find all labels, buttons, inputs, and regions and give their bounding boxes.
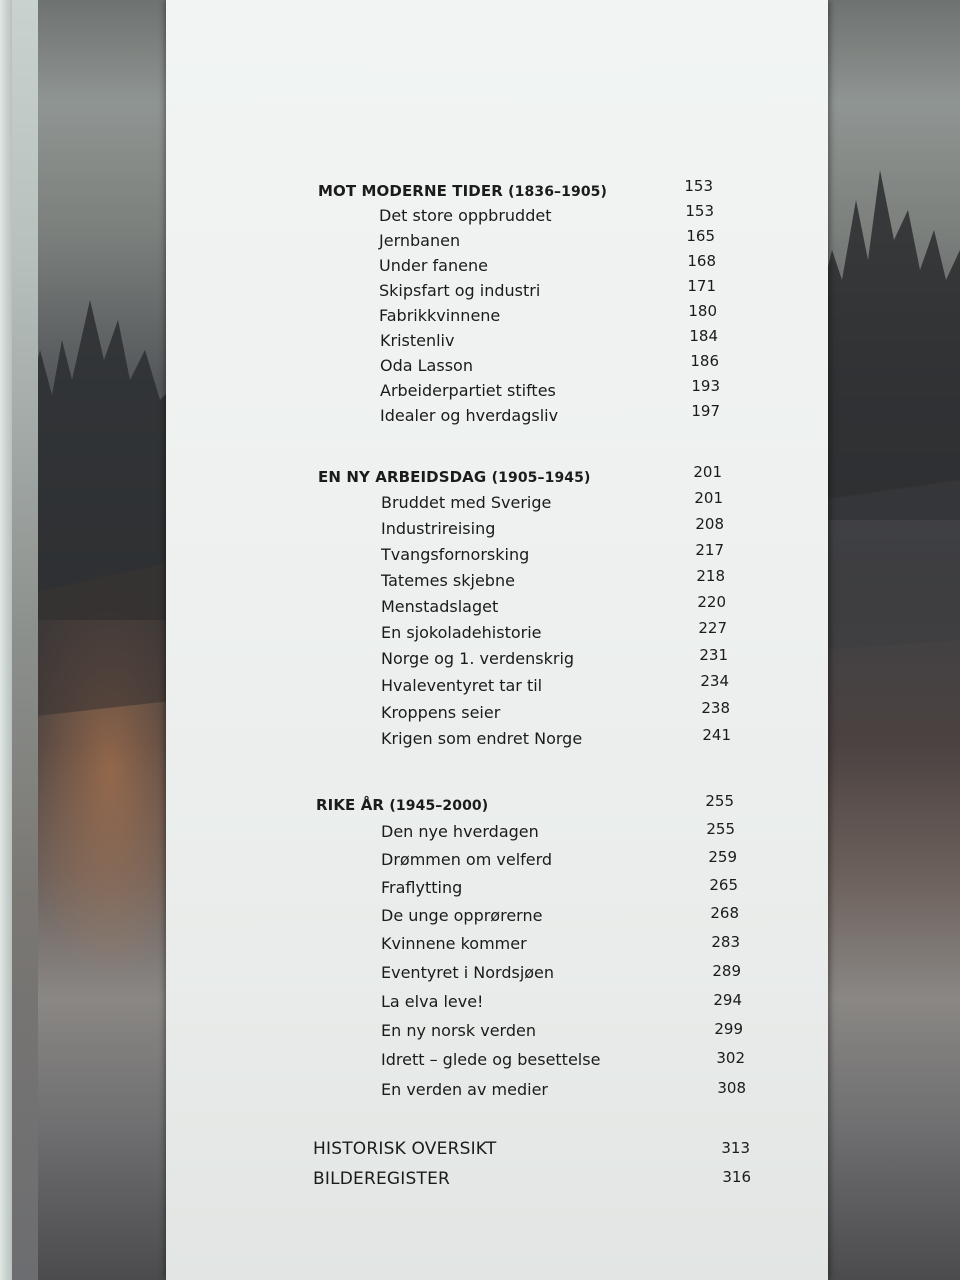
- section-years: (1836–1905): [508, 184, 607, 200]
- toc-entry: Bruddet med Sverige: [381, 493, 552, 512]
- page-number: 255: [706, 820, 735, 838]
- section-title: RIKE ÅR: [316, 796, 385, 814]
- page-number: 268: [710, 904, 739, 922]
- page-number: 168: [687, 252, 716, 270]
- page-number: 153: [685, 202, 714, 220]
- toc-entry: Kristenliv: [380, 331, 455, 350]
- section-years: (1945–2000): [389, 798, 489, 814]
- toc-entry: Kvinnene kommer: [381, 934, 527, 953]
- appendix-entry: BILDEREGISTER: [313, 1169, 451, 1189]
- toc-entry: Under fanene: [379, 256, 488, 275]
- toc-entry: Hvaleventyret tar til: [381, 676, 543, 695]
- toc-entry: En verden av medier: [381, 1080, 548, 1099]
- page-number: 208: [695, 515, 724, 533]
- section-heading: [316, 795, 488, 816]
- toc-entry: Fraflytting: [381, 878, 463, 897]
- section-heading: [318, 181, 607, 202]
- toc-entry: Skipsfart og industri: [379, 281, 541, 300]
- page-number: 289: [712, 962, 741, 980]
- page-number: 217: [695, 541, 724, 559]
- toc-entry: Kroppens seier: [381, 703, 501, 722]
- page-number: 265: [709, 876, 738, 894]
- page-number: 220: [697, 593, 726, 611]
- page-number: 299: [714, 1020, 743, 1038]
- toc-entry: Oda Lasson: [380, 356, 473, 375]
- page-number: 201: [694, 489, 723, 507]
- toc-entry: Tatemes skjebne: [381, 571, 515, 590]
- contents-page: [166, 0, 828, 1280]
- toc-entry: De unge opprørerne: [381, 906, 543, 925]
- page-number: 302: [716, 1049, 745, 1067]
- page-number: 186: [690, 352, 719, 370]
- page-number: 294: [713, 991, 742, 1009]
- section-heading: [318, 467, 590, 488]
- toc-entry: Tvangsfornorsking: [381, 545, 530, 564]
- toc-entry: En sjokoladehistorie: [381, 623, 542, 642]
- page-number: 201: [693, 463, 722, 481]
- page-number: 313: [721, 1139, 750, 1157]
- toc-entry: En ny norsk verden: [381, 1021, 536, 1040]
- toc-entry: Arbeiderpartiet stiftes: [380, 381, 556, 400]
- section-title: MOT MODERNE TIDER: [318, 182, 503, 200]
- section-title: EN NY ARBEIDSDAG: [318, 468, 487, 486]
- section-years: (1905–1945): [491, 470, 591, 486]
- toc-entry: Idealer og hverdagsliv: [380, 406, 559, 425]
- toc-entry: Krigen som endret Norge: [381, 729, 583, 748]
- table-of-contents: [166, 0, 828, 1280]
- page-number: 165: [686, 227, 715, 245]
- page-number: 308: [717, 1079, 746, 1097]
- page-number: 241: [702, 726, 731, 744]
- toc-entry: Jernbanen: [379, 231, 461, 250]
- page-number: 193: [691, 377, 720, 395]
- toc-entry: Idrett – glede og besettelse: [381, 1050, 601, 1069]
- toc-entry: Industrireising: [381, 519, 496, 538]
- page-number: 316: [722, 1168, 751, 1186]
- page-number: 197: [691, 402, 720, 420]
- page-number: 238: [701, 699, 730, 717]
- toc-entry: Fabrikkvinnene: [379, 306, 501, 325]
- page-number: 180: [688, 302, 717, 320]
- page-number: 153: [684, 177, 713, 195]
- page-edge-highlight: [0, 0, 12, 1280]
- page-number: 218: [696, 567, 725, 585]
- page-number: 283: [711, 933, 740, 951]
- appendix-entry: HISTORISK OVERSIKT: [313, 1139, 497, 1159]
- toc-entry: La elva leve!: [381, 992, 484, 1011]
- page-number: 259: [708, 848, 737, 866]
- page-number: 184: [689, 327, 718, 345]
- toc-entry: Drømmen om velferd: [381, 850, 553, 869]
- right-forest-silhouette: [820, 0, 960, 1280]
- toc-entry: Den nye hverdagen: [381, 822, 539, 841]
- toc-entry: Norge og 1. verdenskrig: [381, 649, 575, 668]
- page-number: 227: [698, 619, 727, 637]
- page-number: 255: [705, 792, 734, 810]
- toc-entry: Det store oppbruddet: [379, 206, 552, 225]
- page-number: 231: [699, 646, 728, 664]
- page-number: 234: [700, 672, 729, 690]
- toc-entry: Menstadslaget: [381, 597, 499, 616]
- toc-entry: Eventyret i Nordsjøen: [381, 963, 555, 982]
- page-number: 171: [687, 277, 716, 295]
